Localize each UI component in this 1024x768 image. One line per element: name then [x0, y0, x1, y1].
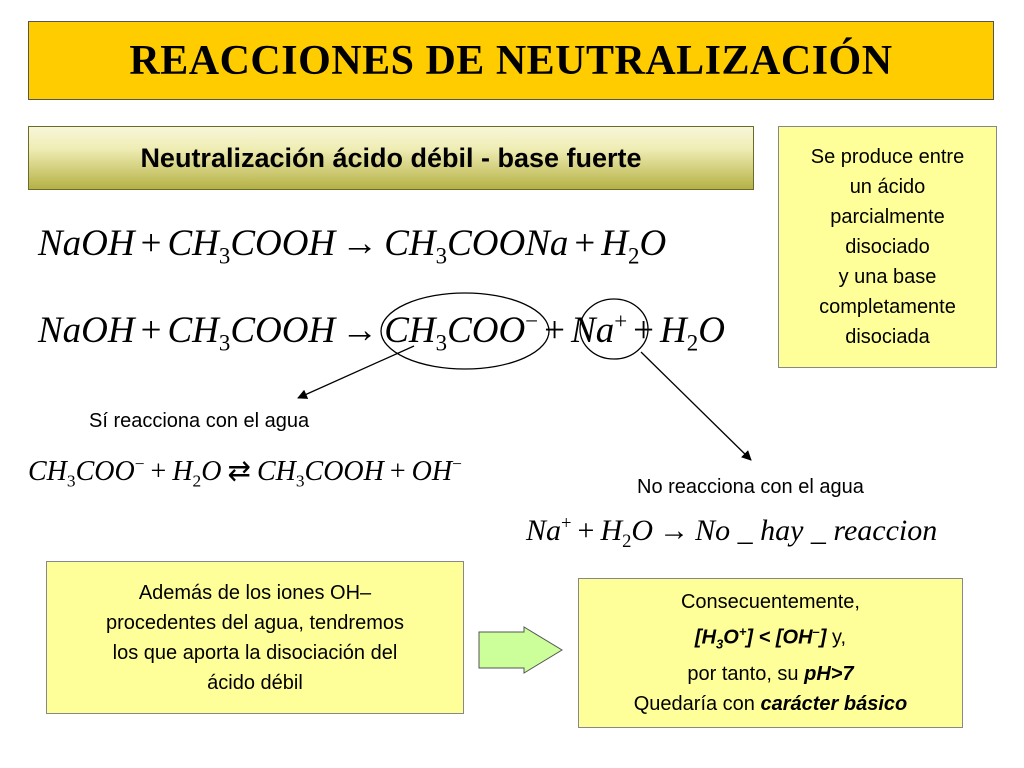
eq3-ch-b: CH [256, 456, 296, 487]
eq2-h: H [660, 310, 687, 351]
eq4-result: No _ hay _ reaccion [695, 514, 938, 547]
eq2-na: Na [571, 310, 615, 351]
eq2-naoh: NaOH [38, 310, 135, 351]
eq1-sub2: 2 [628, 243, 640, 269]
conclusion-sub3: 3 [716, 636, 724, 652]
eq1-cooh: COOH [230, 223, 336, 264]
eq3-plus-b: + [389, 456, 406, 487]
eq2-sub3: 3 [218, 330, 231, 356]
eq1-h: H [601, 223, 629, 264]
eq3-h: H [172, 456, 193, 487]
acetate-highlight-ellipse [381, 293, 549, 369]
eq3-o: O [201, 456, 222, 487]
eq2-ch-b: CH [384, 310, 436, 351]
eq1-sub3: 3 [218, 243, 231, 269]
conclusion-minus-sup: – [812, 623, 820, 639]
eq4-o: O [631, 514, 654, 547]
eq1-ch-b: CH [384, 223, 436, 264]
eq2-coo: COO [447, 310, 526, 351]
eq1-sub3-b: 3 [435, 243, 448, 269]
eq2-sub2: 2 [686, 330, 699, 356]
eq3-sub2: 2 [192, 471, 202, 491]
eq2-arrow: → [341, 310, 379, 351]
sodium-highlight-circle [580, 299, 648, 359]
conclusion-oh-mid: ] < [OH [746, 626, 813, 649]
eq3-sub3: 3 [66, 471, 76, 491]
eq3-coo: COO [75, 456, 135, 487]
block-arrow-right [479, 627, 562, 673]
conclusion-line-1: Consecuentemente, [680, 590, 860, 613]
eq1-o: O [639, 223, 667, 264]
label-not-reacts-with-water: No reacciona con el agua [637, 476, 864, 498]
conclusion-ph-prefix: por tanto, su [687, 663, 805, 686]
eq3-oh: OH [411, 456, 453, 487]
eq2-minus-sup: − [525, 308, 539, 334]
eq1-ch: CH [167, 223, 219, 264]
conclusion-close: ] [819, 626, 827, 649]
eq3-ch: CH [28, 456, 67, 487]
eq4-plus: + [577, 514, 595, 547]
eq1-arrow: → [341, 223, 379, 264]
eq2-plus-sup: + [614, 308, 628, 334]
conclusion-plus-sup: + [738, 623, 747, 639]
conclusion-ph-value: pH>7 [804, 663, 854, 686]
section-subtitle: Neutralización ácido débil - base fuerte [28, 126, 754, 190]
eq2-plus-c: + [633, 310, 655, 351]
conclusion-o: O [723, 626, 739, 649]
eq1-naoh: NaOH [38, 223, 135, 264]
eq2-plus-b: + [544, 310, 566, 351]
eq1-plus: + [140, 223, 162, 264]
page-title: REACCIONES DE NEUTRALIZACIÓN [28, 21, 994, 100]
eq4-h: H [600, 514, 623, 547]
pointer-arrow-right [641, 352, 751, 460]
label-reacts-with-water: Sí reacciona con el agua [89, 410, 310, 432]
eq2-cooh: COOH [230, 310, 336, 351]
eq3-equilibrium-arrow: ⇄ [227, 456, 251, 487]
eq2-o: O [698, 310, 725, 351]
eq2-sub3-b: 3 [435, 330, 448, 356]
eq4-arrow: → [659, 514, 690, 547]
eq3-minus-sup-b: − [452, 454, 462, 474]
side-note-box: Se produce entre un ácido parcialmente disociado y una base completamente disociada [778, 126, 997, 368]
eq4-sub2: 2 [622, 531, 632, 552]
eq1-coona: COONa [447, 223, 569, 264]
pointer-arrow-left [298, 346, 414, 398]
eq1-plus-b: + [574, 223, 596, 264]
conclusion-character-prefix: Quedaría con [633, 693, 761, 716]
eq3-sub3-b: 3 [295, 471, 305, 491]
eq2-ch: CH [167, 310, 219, 351]
eq3-plus: + [150, 456, 167, 487]
note-extra-oh-ions: Además de los iones OH– procedentes del agua, tendremos los que aporta la disociación del ácido débil [46, 561, 464, 714]
conclusion-h3o-open: [H [694, 626, 717, 649]
conclusion-tail: y, [826, 626, 847, 649]
eq3-minus-sup: − [134, 454, 145, 474]
eq4-na: Na [526, 514, 562, 547]
eq3-cooh: COOH [304, 456, 384, 487]
eq2-plus: + [140, 310, 162, 351]
conclusion-character-value: carácter básico [760, 693, 908, 716]
eq4-plus-sup: + [561, 513, 572, 534]
